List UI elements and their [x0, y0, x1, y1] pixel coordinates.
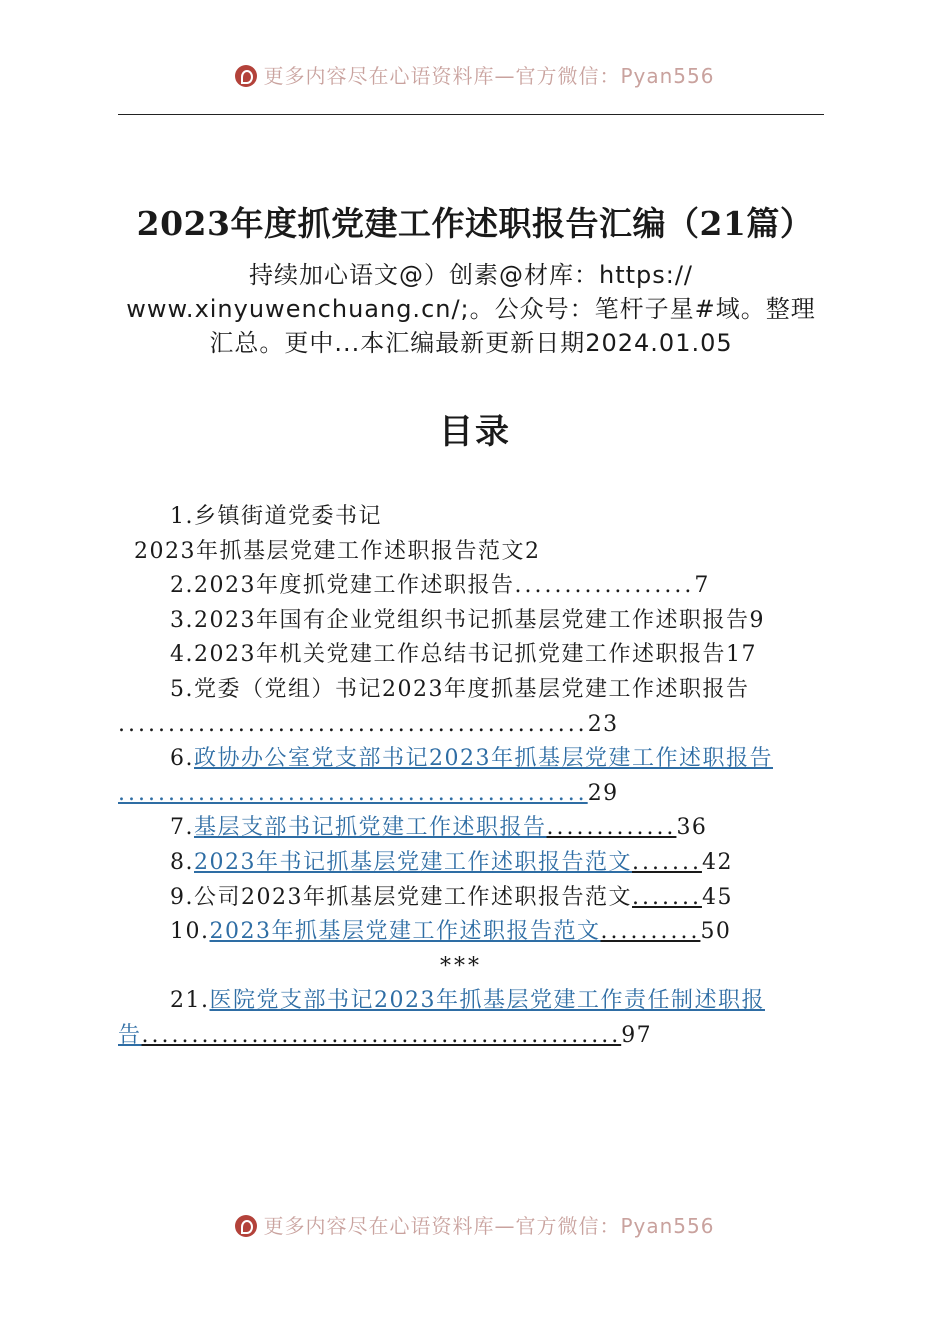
document-subtitle [118, 258, 824, 360]
toc-entry[interactable] [118, 742, 824, 777]
toc-page: 50 [700, 919, 732, 945]
toc-title: 2023年国有企业党组织书记抓基层党建工作述职报告 [194, 607, 750, 633]
toc-page: 42 [701, 849, 733, 875]
toc-page: 97 [621, 1022, 653, 1048]
toc-number: 2. [170, 573, 194, 599]
toc-leader-dots: ....... [632, 884, 702, 910]
toc-page: 29 [587, 780, 619, 806]
toc-entry [118, 673, 824, 708]
toc-link[interactable]: 告 [118, 1022, 142, 1048]
toc-page: 2 [525, 538, 541, 564]
subtitle-line: 持续加心语文@）创素@材库：https:// [248, 261, 694, 289]
toc-page: 7 [694, 573, 710, 599]
toc-entry [118, 881, 824, 916]
footer-watermark [0, 1210, 950, 1239]
document-title: 2023年度抓党建工作述职报告汇编（21篇） [136, 204, 814, 243]
toc-number: 21. [170, 988, 210, 1014]
toc-entry-continuation[interactable] [118, 1019, 824, 1054]
toc-link[interactable]: 2023年书记抓基层党建工作述职报告范文 [194, 849, 632, 875]
toc-entry [118, 500, 824, 535]
table-of-contents [118, 500, 824, 1054]
toc-leader-dots: ............................................... [118, 711, 588, 737]
toc-number: 10. [170, 919, 210, 945]
toc-page: 17 [726, 642, 757, 668]
toc-link[interactable]: 政协办公室党支部书记2023年抓基层党建工作述职报告 [194, 746, 773, 772]
toc-page: 23 [587, 711, 619, 737]
subtitle-line: 汇总。更中...本汇编最新更新日期2024.01.05 [209, 329, 733, 357]
toc-number: 1. [170, 504, 194, 529]
toc-entry[interactable] [118, 811, 824, 846]
toc-heading: 目录 [439, 412, 511, 452]
toc-leader-dots[interactable]: ............................................... [118, 780, 588, 806]
toc-entry[interactable] [118, 846, 824, 881]
toc-number: 3. [170, 607, 194, 633]
toc-leader-dots: ....... [632, 849, 702, 875]
toc-entry[interactable] [118, 984, 824, 1019]
toc-title: 党委（党组）书记2023年度抓基层党建工作述职报告 [194, 676, 750, 702]
toc-title: 2023年机关党建工作总结书记抓党建工作述职报告 [194, 642, 726, 668]
toc-leader-dots: .......... [600, 919, 701, 945]
toc-link[interactable]: 基层支部书记抓党建工作述职报告 [194, 815, 547, 841]
toc-number: 7. [170, 815, 194, 841]
toc-separator: *** [440, 953, 482, 979]
toc-number: 4. [170, 642, 194, 668]
toc-leader-dots: ............. [546, 815, 677, 841]
toc-page: 9 [749, 607, 765, 633]
toc-leader-dots: .................. [514, 573, 695, 599]
logo-icon [235, 1215, 257, 1237]
toc-entry-continuation[interactable] [118, 777, 824, 812]
header-divider [118, 114, 824, 115]
toc-entry [118, 604, 824, 639]
toc-entry-continuation [118, 708, 824, 743]
watermark-text: 更多内容尽在心语资料库—官方微信：Pyan556 [263, 64, 715, 88]
watermark-text: 更多内容尽在心语资料库—官方微信：Pyan556 [263, 1214, 715, 1238]
logo-icon [235, 65, 257, 87]
toc-title: 公司2023年抓基层党建工作述职报告范文 [194, 884, 632, 910]
toc-number: 9. [170, 884, 194, 910]
toc-page: 36 [676, 815, 708, 841]
toc-number: 8. [170, 849, 194, 875]
toc-number: 6. [170, 746, 194, 772]
toc-entry [118, 638, 824, 673]
toc-leader-dots: ................................................ [141, 1022, 622, 1048]
header-watermark [0, 60, 950, 89]
toc-entry-continuation [118, 535, 824, 570]
toc-entry [118, 569, 824, 604]
toc-page: 45 [701, 884, 733, 910]
toc-link[interactable]: 2023年抓基层党建工作述职报告范文 [209, 919, 601, 945]
toc-title: 2023年度抓党建工作述职报告 [194, 573, 515, 599]
toc-link[interactable]: 医院党支部书记2023年抓基层党建工作责任制述职报 [209, 988, 765, 1014]
toc-title: 2023年抓基层党建工作述职报告范文 [134, 538, 525, 564]
toc-entry[interactable] [118, 915, 824, 950]
toc-number: 5. [170, 676, 194, 702]
subtitle-line: www.xinyuwenchuang.cn/;。公众号：笔杆子星#域。整理 [126, 295, 816, 323]
toc-title: 乡镇街道党委书记 [194, 504, 383, 529]
